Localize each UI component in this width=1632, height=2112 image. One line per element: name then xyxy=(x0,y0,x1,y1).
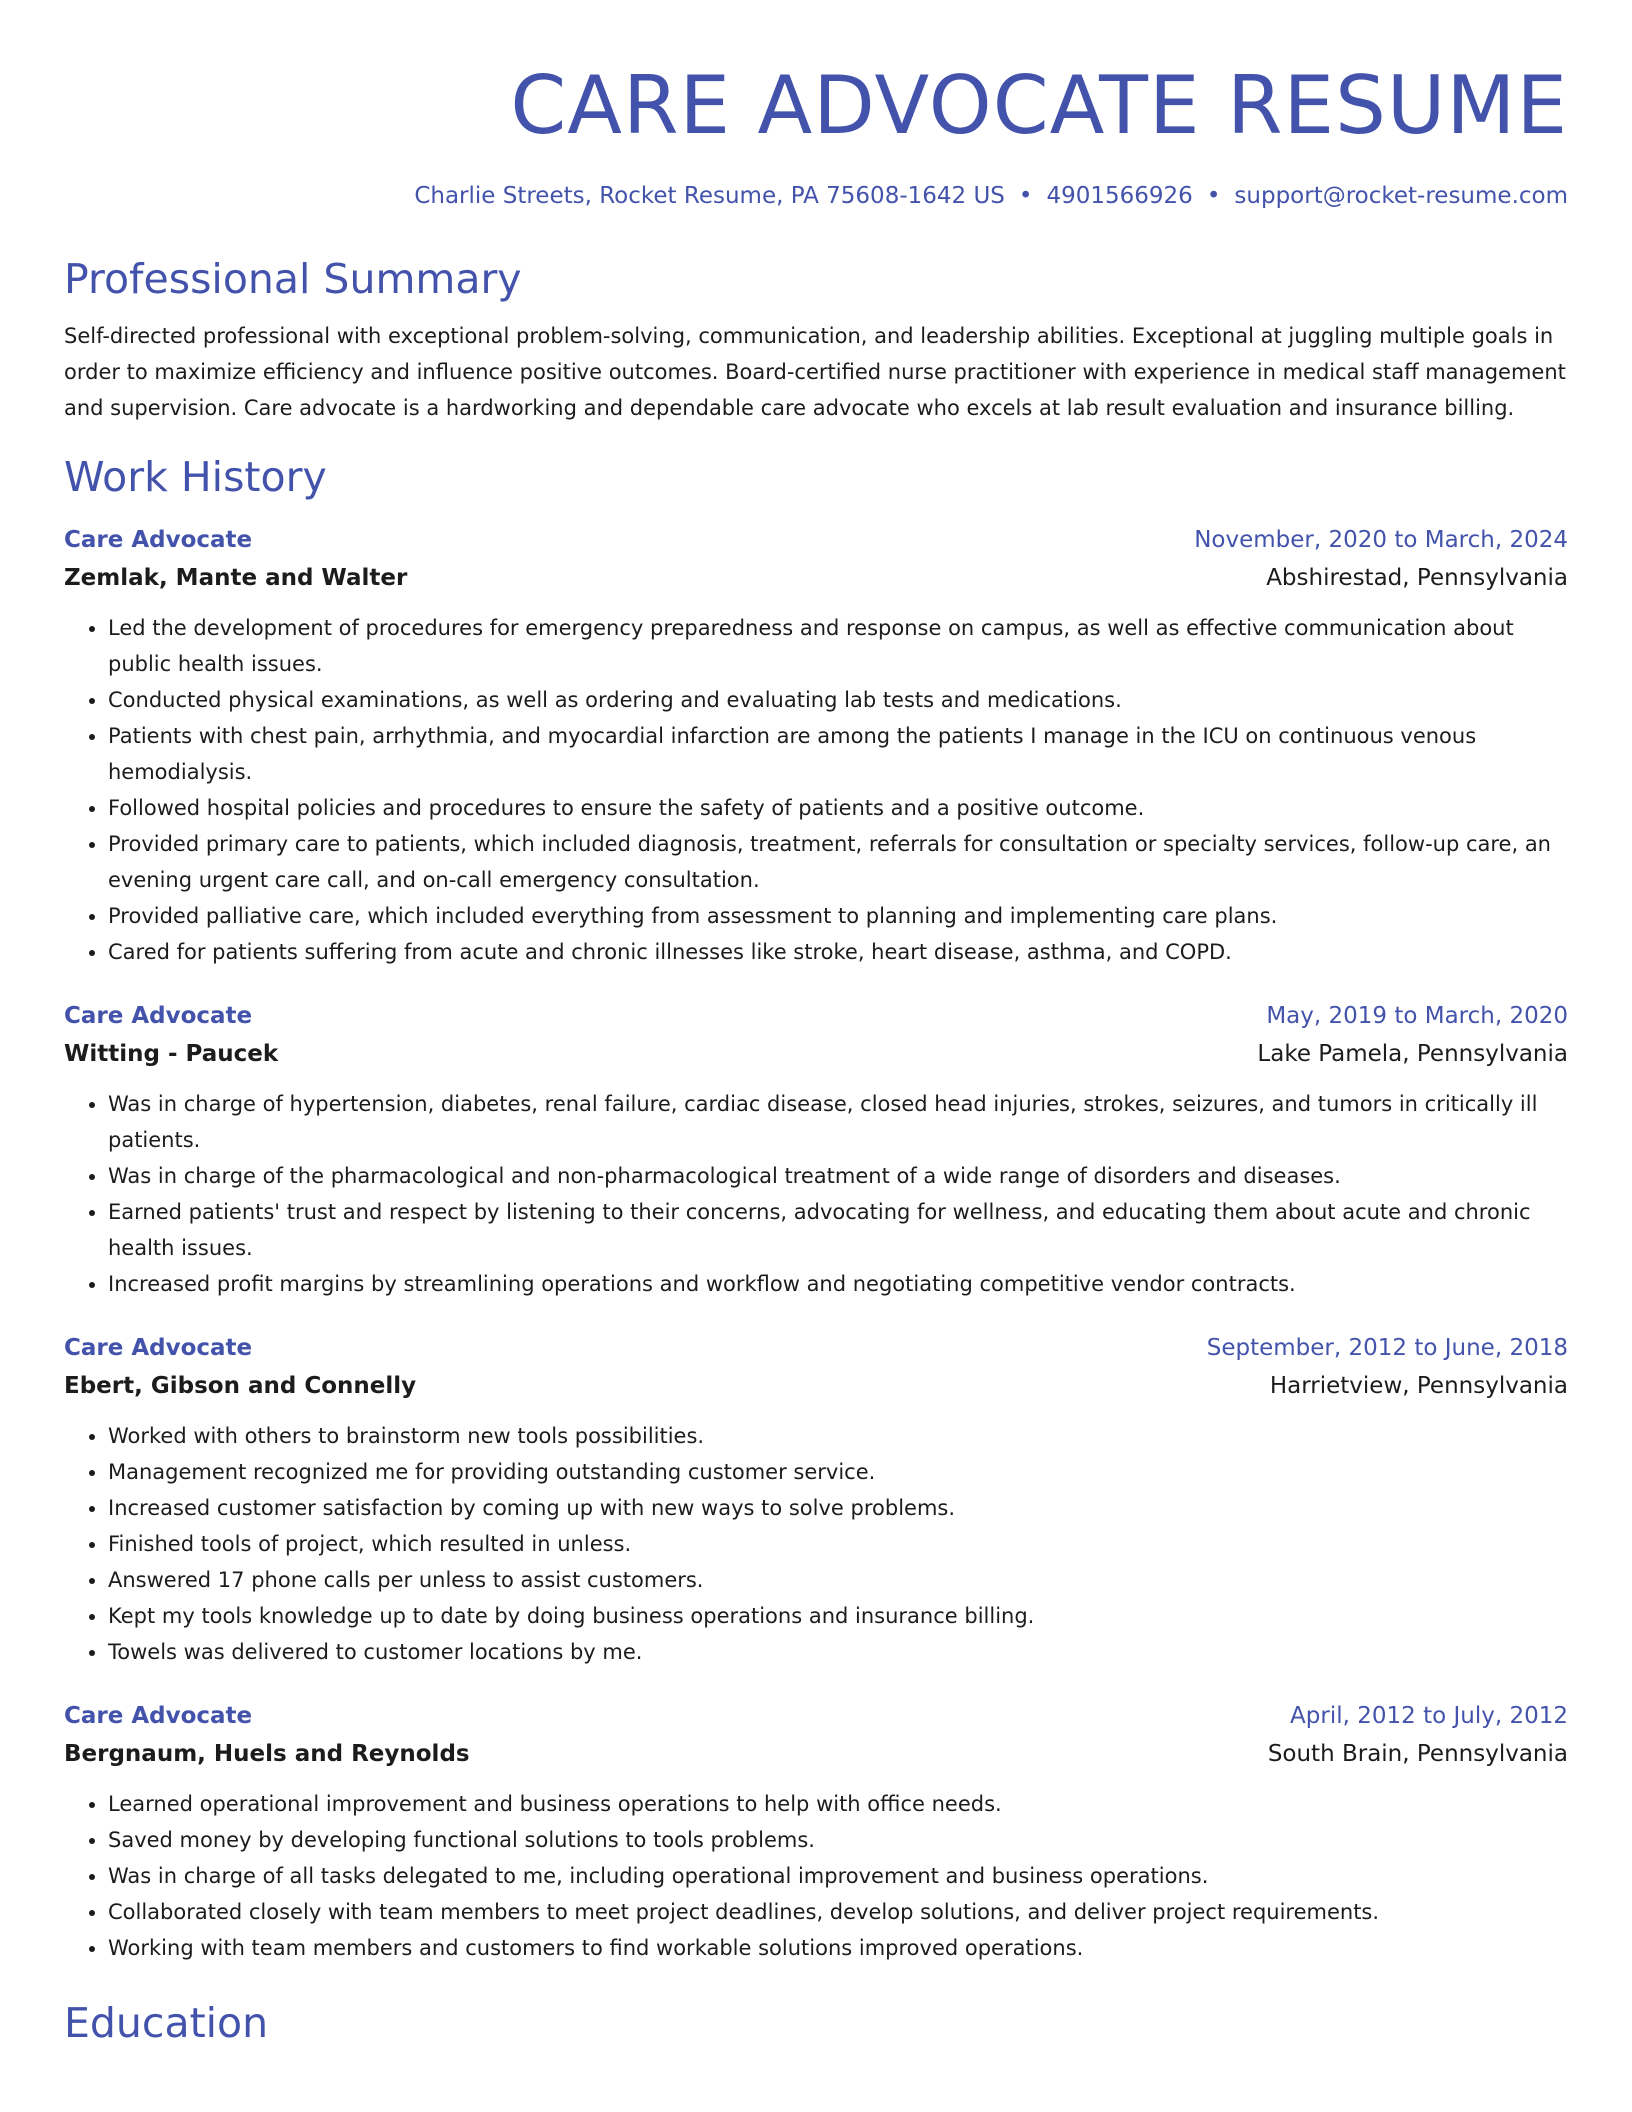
job-company-row xyxy=(64,1370,1568,1402)
job-location: South Brain, Pennsylvania xyxy=(1267,1741,1568,1767)
job-company-row xyxy=(64,562,1568,594)
resume-title: CARE ADVOCATE RESUME xyxy=(510,59,1568,152)
education-heading: Education xyxy=(64,1999,269,2047)
job-company: Witting - Paucek xyxy=(64,1041,279,1067)
job-bullets xyxy=(64,610,1568,970)
job-bullet: • Collaborated closely with team members to meet project deadlines, develop solutions, and deliver project requirements. xyxy=(108,1894,1568,1930)
job-title: Care Advocate xyxy=(64,527,253,553)
contact-address: Charlie Streets, Rocket Resume, PA 75608-1642 US xyxy=(414,183,1005,209)
job-title: Care Advocate xyxy=(64,1703,253,1729)
job-bullet: • Provided primary care to patients, which included diagnosis, treatment, referrals for consultation or specialty services, follow-up care, an evening urgent care call, and on-call emergency consultation. xyxy=(108,826,1568,898)
contact-separator: • xyxy=(1206,183,1221,209)
job-company: Ebert, Gibson and Connelly xyxy=(64,1373,417,1399)
job-header-row xyxy=(64,1332,1568,1364)
contact-separator: • xyxy=(1018,183,1033,209)
job-bullet: • Provided palliative care, which included everything from assessment to planning and implementing care plans. xyxy=(108,898,1568,934)
job-bullet: • Answered 17 phone calls per unless to assist customers. xyxy=(108,1562,1568,1598)
job-bullet: • Earned patients' trust and respect by listening to their concerns, advocating for wellness, and educating them about acute and chronic health issues. xyxy=(108,1194,1568,1266)
contact-phone: 4901566926 xyxy=(1046,183,1193,209)
job-bullet: • Cared for patients suffering from acute and chronic illnesses like stroke, heart disease, asthma, and COPD. xyxy=(108,934,1568,970)
job-company: Zemlak, Mante and Walter xyxy=(64,565,408,591)
resume-page xyxy=(64,0,1568,2048)
job-bullet: • Patients with chest pain, arrhythmia, and myocardial infarction are among the patients I manage in the ICU on continuous venous hemodialysis. xyxy=(108,718,1568,790)
job-bullet: • Finished tools of project, which resulted in unless. xyxy=(108,1526,1568,1562)
job-bullet: • Led the development of procedures for emergency preparedness and response on campus, as well as effective communication about public health issues. xyxy=(108,610,1568,682)
job-entry xyxy=(64,1000,1568,1302)
job-header-row xyxy=(64,1000,1568,1032)
job-location: Abshirestad, Pennsylvania xyxy=(1266,565,1568,591)
job-title: Care Advocate xyxy=(64,1335,253,1361)
job-bullets xyxy=(64,1786,1568,1966)
summary-text: Self-directed professional with exceptional problem-solving, communication, and leadership abilities. Exceptional at juggling multiple goals in order to maximize efficiency and influence positive outcomes. Board-certified nurse practitioner with experience in medical staff management and supervision. Care advocate is a hardworking and dependable care advocate who excels at lab result evaluation and insurance billing. xyxy=(64,324,1566,420)
job-bullet: • Learned operational improvement and business operations to help with office needs. xyxy=(108,1786,1568,1822)
job-title: Care Advocate xyxy=(64,1003,253,1029)
contact-email: support@rocket-resume.com xyxy=(1234,183,1568,209)
job-dates: September, 2012 to June, 2018 xyxy=(1206,1335,1568,1361)
job-bullet: • Saved money by developing functional solutions to tools problems. xyxy=(108,1822,1568,1858)
job-company: Bergnaum, Huels and Reynolds xyxy=(64,1741,470,1767)
job-bullet: • Was in charge of hypertension, diabetes, renal failure, cardiac disease, closed head injuries, strokes, seizures, and tumors in critically ill patients. xyxy=(108,1086,1568,1158)
job-bullet: • Conducted physical examinations, as well as ordering and evaluating lab tests and medications. xyxy=(108,682,1568,718)
job-location: Harrietview, Pennsylvania xyxy=(1269,1373,1568,1399)
job-bullet: • Towels was delivered to customer locations by me. xyxy=(108,1634,1568,1670)
job-dates: November, 2020 to March, 2024 xyxy=(1194,527,1568,553)
job-bullet: • Kept my tools knowledge up to date by doing business operations and insurance billing. xyxy=(108,1598,1568,1634)
job-bullet: • Was in charge of all tasks delegated to me, including operational improvement and business operations. xyxy=(108,1858,1568,1894)
work-history-heading: Work History xyxy=(64,453,327,501)
job-bullets xyxy=(64,1418,1568,1670)
job-location: Lake Pamela, Pennsylvania xyxy=(1257,1041,1568,1067)
job-dates: April, 2012 to July, 2012 xyxy=(1290,1703,1568,1729)
job-company-row xyxy=(64,1738,1568,1770)
job-bullet: • Was in charge of the pharmacological and non-pharmacological treatment of a wide range of disorders and diseases. xyxy=(108,1158,1568,1194)
job-company-row xyxy=(64,1038,1568,1070)
job-dates: May, 2019 to March, 2020 xyxy=(1266,1003,1568,1029)
resume-header xyxy=(64,0,1568,212)
job-bullet: • Working with team members and customers to find workable solutions improved operations. xyxy=(108,1930,1568,1966)
job-header-row xyxy=(64,1700,1568,1732)
job-bullet: • Increased customer satisfaction by coming up with new ways to solve problems. xyxy=(108,1490,1568,1526)
contact-line xyxy=(64,180,1568,212)
job-bullet: • Worked with others to brainstorm new tools possibilities. xyxy=(108,1418,1568,1454)
job-header-row xyxy=(64,524,1568,556)
job-entry xyxy=(64,524,1568,970)
job-entry xyxy=(64,1700,1568,1966)
job-bullet: • Management recognized me for providing outstanding customer service. xyxy=(108,1454,1568,1490)
summary-heading: Professional Summary xyxy=(64,255,522,303)
job-entry xyxy=(64,1332,1568,1670)
job-bullet: • Increased profit margins by streamlining operations and workflow and negotiating competitive vendor contracts. xyxy=(108,1266,1568,1302)
job-bullets xyxy=(64,1086,1568,1302)
job-bullet: • Followed hospital policies and procedures to ensure the safety of patients and a positive outcome. xyxy=(108,790,1568,826)
